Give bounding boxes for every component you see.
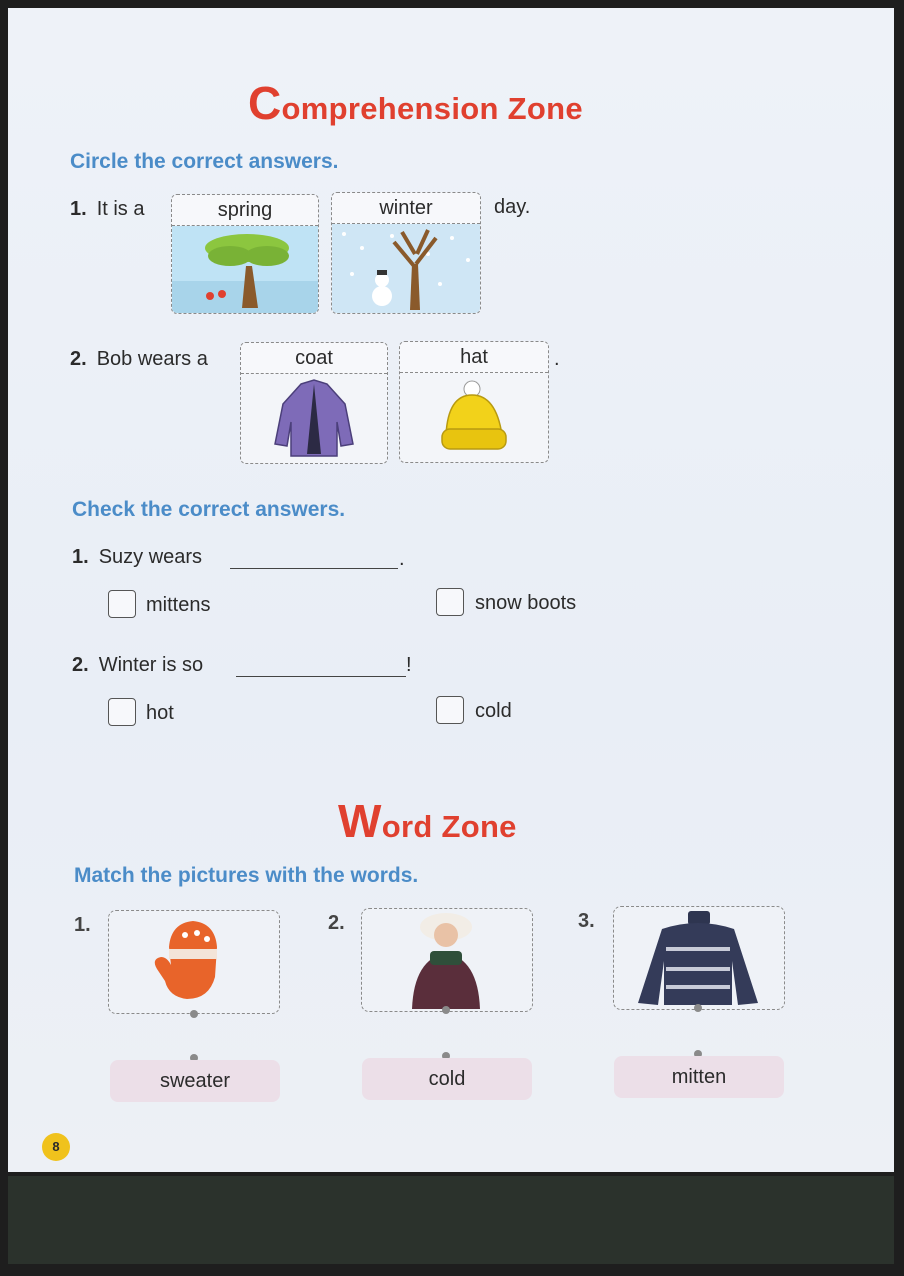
match-picture-mitten[interactable] xyxy=(108,910,280,1014)
circle-q1-prefix: 1. It is a xyxy=(70,198,145,220)
match-number-2: 2. xyxy=(328,912,345,934)
navy-sweater-icon xyxy=(614,907,784,1009)
title-rest: omprehension Zone xyxy=(281,91,583,126)
answer-blank xyxy=(230,568,398,569)
match-dot[interactable] xyxy=(694,1004,702,1012)
word-tag-mitten[interactable]: mitten xyxy=(614,1056,784,1098)
yellow-knit-hat-icon xyxy=(400,373,548,462)
check-q2-suffix: ! xyxy=(406,654,412,676)
match-number-1: 1. xyxy=(74,914,91,936)
comprehension-zone-title xyxy=(248,76,583,130)
circle-q2-prefix: 2. Bob wears a xyxy=(70,348,208,370)
cold-girl-icon xyxy=(362,909,532,1011)
option-label: hat xyxy=(400,342,548,373)
option-cold: cold xyxy=(475,700,512,722)
snowy-tree-snowman-icon xyxy=(332,224,480,313)
check-q1-suffix: . xyxy=(399,548,405,570)
check-q2-prefix: 2. Winter is so xyxy=(72,654,204,676)
title-initial: W xyxy=(338,795,382,847)
option-label: spring xyxy=(172,195,318,226)
match-number-3: 3. xyxy=(578,910,595,932)
option-card-winter[interactable] xyxy=(331,192,481,314)
match-dot[interactable] xyxy=(190,1010,198,1018)
match-picture-cold[interactable] xyxy=(361,908,533,1012)
option-card-coat[interactable] xyxy=(240,342,388,464)
checkbox-hot[interactable] xyxy=(108,698,136,726)
word-zone-title xyxy=(338,794,517,848)
option-mittens: mittens xyxy=(146,594,211,616)
circle-q2-suffix: . xyxy=(554,348,560,370)
check-heading: Check the correct answers. xyxy=(72,498,346,521)
circle-heading: Circle the correct answers. xyxy=(70,150,339,173)
option-label: winter xyxy=(332,193,480,224)
option-card-spring[interactable] xyxy=(171,194,319,314)
match-picture-sweater[interactable] xyxy=(613,906,785,1010)
spring-tree-icon xyxy=(172,226,318,313)
title-initial: C xyxy=(248,77,282,129)
checkbox-cold[interactable] xyxy=(436,696,464,724)
checkbox-snow-boots[interactable] xyxy=(436,588,464,616)
option-hot: hot xyxy=(146,702,174,724)
bottom-band xyxy=(8,1176,894,1264)
match-heading: Match the pictures with the words. xyxy=(74,864,419,887)
checkbox-mittens[interactable] xyxy=(108,590,136,618)
workbook-page xyxy=(8,8,894,1172)
option-card-hat[interactable] xyxy=(399,341,549,463)
word-tag-cold[interactable]: cold xyxy=(362,1058,532,1100)
circle-q1-suffix: day. xyxy=(494,196,531,218)
orange-mitten-icon xyxy=(109,911,279,1013)
match-dot[interactable] xyxy=(442,1006,450,1014)
word-tag-sweater[interactable]: sweater xyxy=(110,1060,280,1102)
option-snow-boots: snow boots xyxy=(475,592,577,614)
title-rest: ord Zone xyxy=(381,809,517,844)
check-q1-prefix: 1. Suzy wears xyxy=(72,546,203,568)
purple-coat-icon xyxy=(241,374,387,463)
option-label: coat xyxy=(241,343,387,374)
answer-blank xyxy=(236,676,406,677)
page-number-badge: 8 xyxy=(42,1133,70,1161)
